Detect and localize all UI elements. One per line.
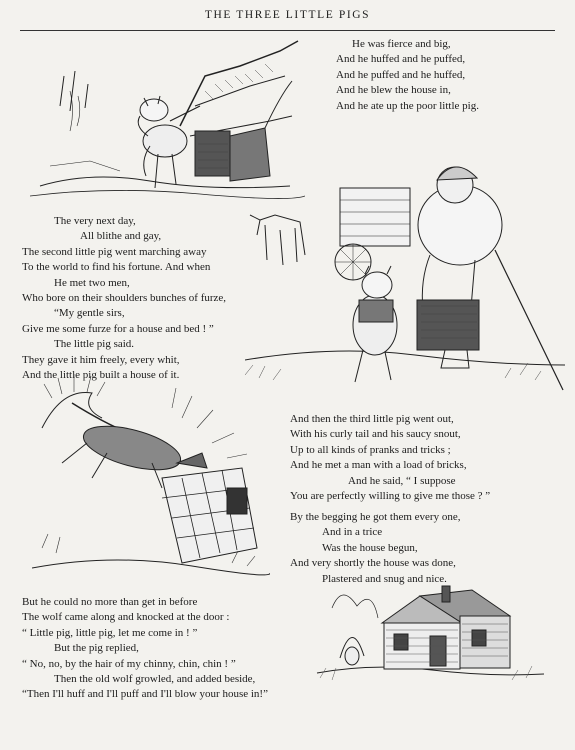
verse-wolf-blows-straw-house [336, 37, 479, 114]
verse-brick-house [290, 510, 460, 587]
verse-line: You are perfectly willing to give me those ? ” [290, 490, 491, 503]
verse-line: With his curly tail and his saucy snout, [290, 428, 461, 441]
verse-line: He met two men, [54, 276, 130, 289]
verse-third-little-pig [290, 412, 490, 504]
wolf-blowing-house-drawing [32, 368, 270, 580]
verse-line: And in a trice [322, 526, 383, 539]
verse-line: Then the old wolf growled, and added beside, [54, 673, 256, 686]
verse-line: And he met a man with a load of bricks, [290, 459, 467, 472]
verse-line: All blithe and gay, [80, 230, 162, 243]
verse-line: But he could no more than get in before [22, 596, 198, 608]
verse-line: “My gentle sirs, [54, 307, 125, 320]
verse-line: “ Little pig, little pig, let me come in ! ” [22, 626, 198, 639]
verse-line: The very next day, [54, 215, 136, 227]
verse-line: And he puffed and he huffed, [336, 68, 466, 81]
verse-line: “Then I'll huff and I'll puff and I'll blow your house in!” [22, 688, 268, 701]
verse-line: He was fierce and big, [352, 38, 451, 50]
verse-line: “ No, no, by the hair of my chinny, chin, chin ! ” [22, 657, 236, 670]
verse-line: The little pig said. [54, 338, 135, 351]
verse-line: And then the third little pig went out, [290, 413, 454, 425]
illustration-wolf-blowing-house [32, 368, 270, 580]
verse-line: The wolf came along and knocked at the door : [22, 611, 230, 624]
verse-wolf-at-the-door [22, 595, 268, 703]
brick-house-drawing [312, 578, 548, 686]
verse-line: They gave it him freely, every whit, [22, 353, 180, 366]
verse-second-little-pig [22, 214, 226, 383]
verse-line: Give me some furze for a house and bed ! ” [22, 322, 214, 335]
verse-line: And he huffed and he puffed, [336, 53, 466, 66]
verse-line: And the little pig built a house of it. [22, 369, 180, 382]
illustration-brick-house [312, 578, 548, 686]
verse-line: And he said, “ I suppose [348, 474, 456, 487]
verse-line: The second little pig went marching away [22, 245, 207, 258]
verse-line: Was the house begun, [322, 541, 418, 554]
running-head: THE THREE LITTLE PIGS [204, 9, 371, 21]
verse-line: And very shortly the house was done, [290, 557, 456, 570]
verse-line: Up to all kinds of pranks and tricks ; [290, 443, 451, 456]
verse-line: By the begging he got them every one, [290, 511, 461, 523]
verse-line: But the pig replied, [54, 642, 139, 655]
header-rule [20, 30, 555, 31]
verse-line: Plastered and snug and nice. [322, 572, 447, 585]
illustration-pig-meeting-man [245, 150, 565, 398]
verse-line: And he blew the house in, [336, 84, 451, 97]
pig-meeting-man-drawing [245, 150, 565, 398]
verse-line: And he ate up the poor little pig. [336, 99, 479, 112]
verse-line: Who bore on their shoulders bunches of furze, [22, 292, 227, 305]
verse-line: To the world to find his fortune. And when [22, 261, 211, 274]
